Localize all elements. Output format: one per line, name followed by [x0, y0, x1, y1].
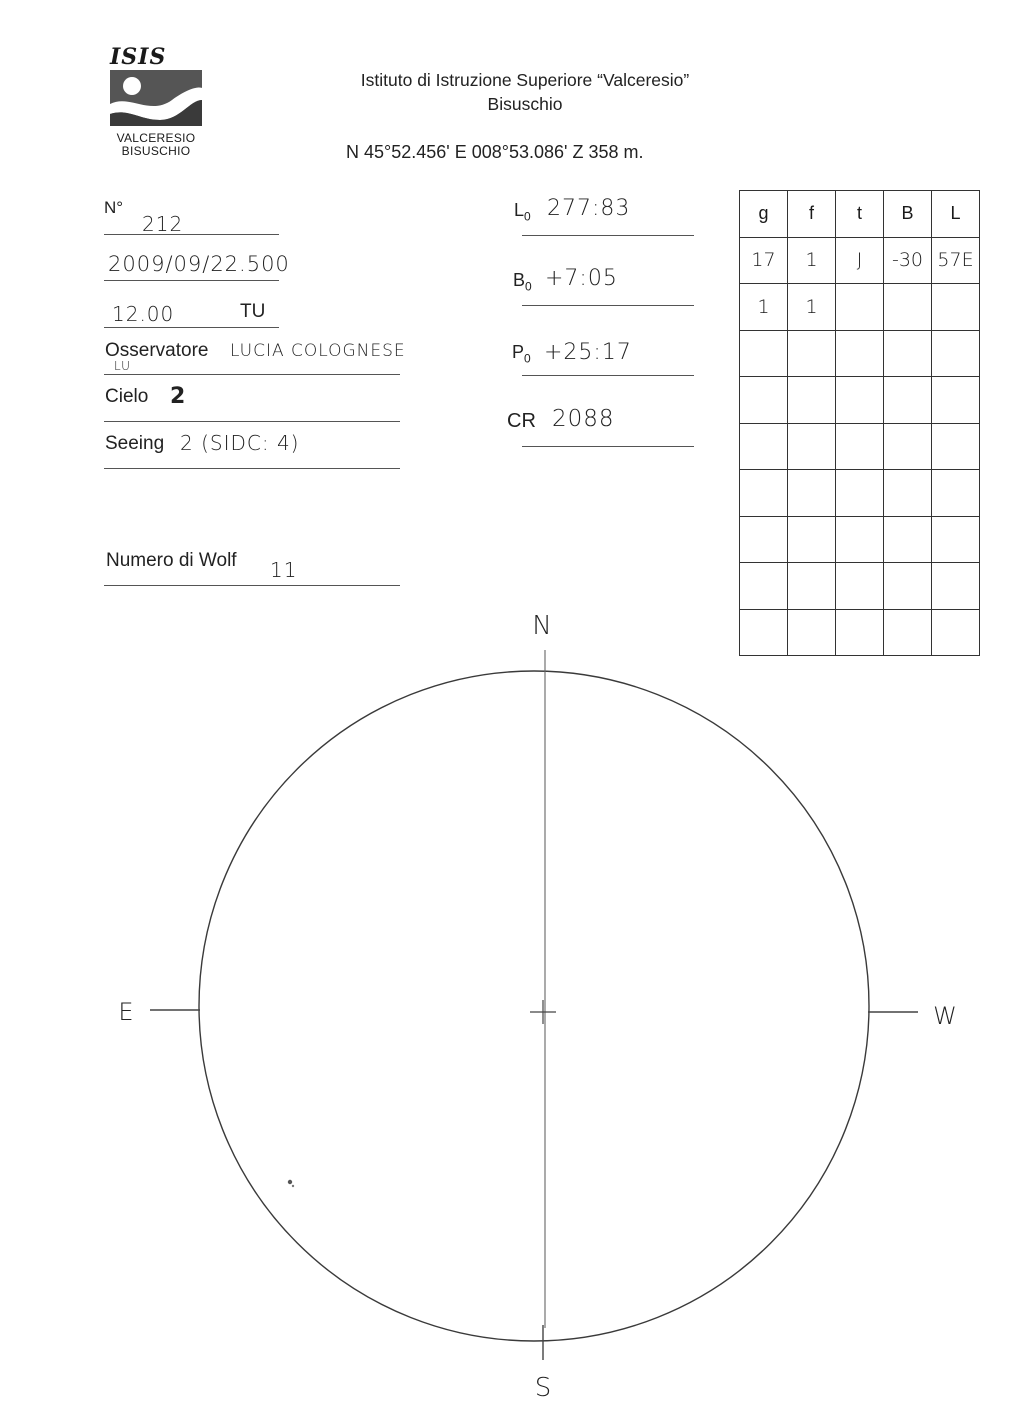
sunspot-mark — [288, 1180, 292, 1184]
p0-letter: P — [512, 342, 525, 362]
sky-value: 2 — [170, 384, 187, 409]
station-coordinates: N 45°52.456' E 008°53.086' Z 358 m. — [346, 142, 644, 162]
date-value: 2009/09/22.500 — [108, 252, 290, 276]
p0-subscript: 0 — [524, 351, 531, 366]
l0-value: 277:83 — [547, 196, 631, 221]
number-label: N° — [104, 198, 124, 217]
south-label: S — [534, 1373, 552, 1403]
logo-line-2: BISUSCHIO — [121, 144, 191, 158]
b0-value: +7:05 — [545, 266, 618, 291]
p0-value: +25:17 — [544, 340, 632, 365]
header-g: g — [740, 191, 788, 238]
b0-subscript: 0 — [525, 279, 532, 294]
institute-town: Bisuschio — [487, 94, 563, 114]
seeing-value: 2 (SIDC: 4) — [180, 431, 300, 455]
cell-value: 57E — [937, 249, 974, 272]
wolf-number-label: Numero di Wolf — [106, 550, 237, 571]
header-l: L — [932, 191, 980, 238]
solar-disk-outline — [199, 671, 869, 1341]
east-label: E — [118, 998, 134, 1026]
header-f: f — [788, 191, 836, 238]
cell-value: -30 — [891, 249, 924, 272]
logo-wordmark: ISIS — [110, 44, 167, 70]
seeing-label: Seeing — [105, 433, 165, 454]
observer-label: Osservatore — [105, 340, 209, 361]
observer-initials: LU — [114, 359, 131, 373]
sunspot-mark — [292, 1185, 294, 1187]
cell-value: 1 — [805, 295, 818, 318]
wolf-number-value: 11 — [270, 558, 298, 582]
observer-value: LUCIA COLOGNESE — [230, 341, 406, 361]
cell-value: 1 — [805, 249, 818, 272]
logo-line-1: VALCERESIO — [116, 131, 196, 145]
cr-label: CR — [507, 410, 536, 432]
cell-value: J — [856, 249, 863, 272]
time-value: 12.00 — [112, 302, 175, 326]
header-b: B — [884, 191, 932, 238]
number-value: 212 — [142, 212, 184, 236]
time-unit: TU — [240, 301, 266, 322]
header-t: t — [836, 191, 884, 238]
l0-subscript: 0 — [524, 209, 531, 224]
institute-name: Istituto di Istruzione Superiore “Valceresio” — [360, 70, 690, 90]
b0-letter: B — [513, 270, 526, 290]
cell-value: 1 — [757, 295, 770, 318]
north-label: N — [532, 611, 552, 641]
l0-letter: L — [514, 200, 525, 220]
west-label: W — [933, 1002, 957, 1030]
cell-value: 17 — [751, 249, 776, 272]
sky-label: Cielo — [105, 386, 149, 407]
cr-value: 2088 — [552, 406, 615, 432]
